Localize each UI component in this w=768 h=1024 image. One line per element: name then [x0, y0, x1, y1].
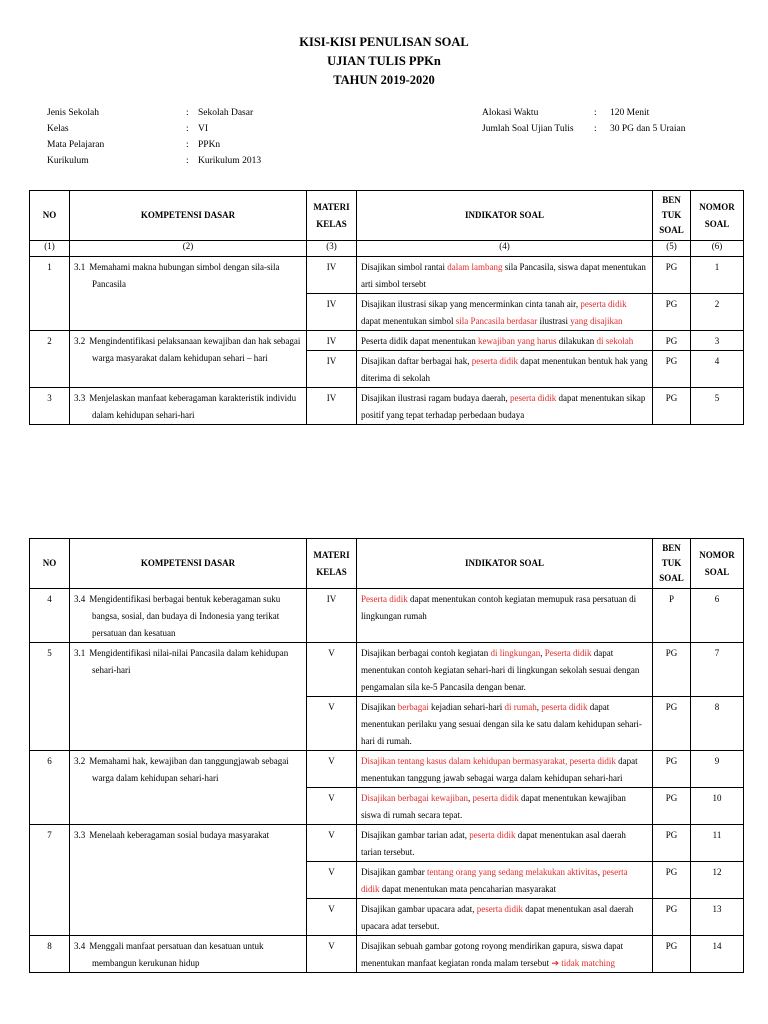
col-number: (2)	[70, 241, 307, 257]
info-right-value: 120 Menit	[610, 108, 650, 118]
kd-text: Memahami makna hubungan simbol dengan sila-sila Pancasila	[89, 262, 280, 289]
indicator-text: ,	[467, 793, 473, 803]
indicator-text: dilakukan	[556, 336, 597, 346]
table-row	[30, 751, 744, 788]
indicator-highlight: Peserta didik	[361, 594, 408, 604]
indicator-highlight: Disajikan berbagai kewajiban	[361, 793, 468, 803]
col-header-kd: KOMPETENSI DASAR	[70, 539, 307, 589]
indikator-soal	[357, 331, 653, 351]
indicator-highlight: di lingkungan	[490, 648, 541, 658]
kd-text: Mengidentifikasi berbagai bentuk keberagaman suku bangsa, sosial, dan budaya di Indonesia yang terikat persatuan dan kesatuan	[89, 594, 281, 638]
nomor-soal: 14	[691, 936, 744, 973]
document-title: KISI-KISI PENULISAN SOAL	[299, 35, 469, 49]
indicator-text: ,	[597, 867, 603, 877]
col-header-no: NO	[30, 539, 70, 589]
indicator-text: dapat menentukan sikap positif yang tepat terhadap perbedaan budaya	[361, 393, 646, 420]
indicator-text: Disajikan daftar berbagai hak,	[361, 356, 472, 366]
row-number: 1	[30, 257, 70, 331]
indikator-soal	[357, 294, 653, 331]
materi-kelas: V	[307, 643, 357, 697]
kd-number: 3.4	[74, 941, 86, 951]
info-left-label: Kelas	[47, 124, 69, 134]
col-header-bentuk: BEN TUK SOAL	[653, 191, 691, 241]
materi-kelas: V	[307, 899, 357, 936]
info-right-value: 30 PG dan 5 Uraian	[610, 124, 686, 134]
nomor-soal: 5	[691, 388, 744, 425]
bentuk-soal: PG	[653, 936, 691, 973]
nomor-soal: 10	[691, 788, 744, 825]
nomor-soal: 12	[691, 862, 744, 899]
indicator-text: sila Pancasila, siswa dapat menentukan arti simbol tersebt	[361, 262, 646, 289]
indicator-highlight: peserta didik	[509, 393, 557, 403]
indicator-highlight: berbagai	[397, 702, 429, 712]
materi-kelas: IV	[307, 294, 357, 331]
indicator-text: Disajikan gambar	[361, 867, 427, 877]
kompetensi-dasar	[70, 589, 307, 643]
indicator-highlight: kewajiban yang harus	[477, 336, 557, 346]
indicator-text: Disajikan simbol rantai	[361, 262, 448, 272]
col-header-bentuk: BEN TUK SOAL	[653, 539, 691, 589]
bentuk-soal: P	[653, 589, 691, 643]
indicator-text: dapat menentukan kewajiban siswa di rumah secara tepat.	[361, 793, 626, 820]
indicator-highlight: Peserta didik	[544, 648, 592, 658]
col-header-nomor: NOMOR SOAL	[691, 191, 744, 241]
nomor-soal: 6	[691, 589, 744, 643]
indicator-highlight: Disajikan tentang kasus dalam kehidupan bermasyarakat, peserta didik	[361, 756, 616, 766]
indikator-soal	[357, 257, 653, 294]
bentuk-soal: PG	[653, 388, 691, 425]
bentuk-soal: PG	[653, 294, 691, 331]
bentuk-soal: PG	[653, 257, 691, 294]
indikator-soal	[357, 388, 653, 425]
document-subtitle: UJIAN TULIS PPKn	[327, 54, 441, 68]
indicator-highlight: tentang orang yang sedang melakukan aktivitas	[426, 867, 598, 877]
materi-kelas: V	[307, 862, 357, 899]
table-row	[30, 331, 744, 351]
materi-kelas: V	[307, 936, 357, 973]
kompetensi-dasar	[70, 331, 307, 388]
info-right-label: Jumlah Soal Ujian Tulis	[482, 124, 574, 134]
indicator-highlight: dalam lambang	[447, 262, 503, 272]
kd-text: Menjelaskan manfaat keberagaman karakteristik individu dalam kehidupan sehari-hari	[89, 393, 297, 420]
kompetensi-dasar	[70, 751, 307, 825]
info-right-label: Alokasi Waktu	[482, 108, 539, 118]
indikator-soal	[357, 643, 653, 697]
colon: :	[594, 124, 597, 134]
indicator-text: Disajikan gambar tarian adat,	[361, 830, 470, 840]
indicator-highlight: yang disajikan	[570, 316, 623, 326]
nomor-soal: 3	[691, 331, 744, 351]
colon: :	[186, 124, 189, 134]
indicator-text: kejadian sehari-hari	[428, 702, 505, 712]
kd-number: 3.3	[74, 830, 86, 840]
bentuk-soal: PG	[653, 331, 691, 351]
table-row	[30, 825, 744, 862]
nomor-soal: 2	[691, 294, 744, 331]
indicator-text: dapat menentukan contoh kegiatan sehari-hari di lingkungan sekolah sesuai dengan pengamalan sila ke-5 Pancasila dengan benar.	[361, 648, 640, 692]
indicator-highlight: peserta didik	[476, 904, 523, 914]
indicator-text: ilustrasi	[537, 316, 571, 326]
bentuk-soal: PG	[653, 899, 691, 936]
table-row	[30, 589, 744, 643]
nomor-soal: 4	[691, 351, 744, 388]
nomor-soal: 9	[691, 751, 744, 788]
row-number: 6	[30, 751, 70, 825]
bentuk-soal: PG	[653, 351, 691, 388]
bentuk-soal: PG	[653, 788, 691, 825]
materi-kelas: V	[307, 751, 357, 788]
kd-number: 3.1	[74, 648, 86, 658]
indicator-highlight: peserta didik	[471, 356, 518, 366]
kompetensi-dasar	[70, 388, 307, 425]
indicator-highlight: peserta didik	[580, 299, 627, 309]
indicator-text: Disajikan ilustrasi sikap yang mencerminkan cinta tanah air,	[361, 299, 581, 309]
kd-number: 3.4	[74, 594, 86, 604]
indicator-highlight: peserta didik	[361, 867, 628, 894]
row-number: 8	[30, 936, 70, 973]
materi-kelas: V	[307, 825, 357, 862]
row-number: 3	[30, 388, 70, 425]
indicator-text: Disajikan sebuah gambar gotong royong mendirikan gapura, siswa dapat menentukan manfaat kegiatan ronda malam tersebut	[361, 941, 624, 968]
materi-kelas: IV	[307, 331, 357, 351]
indicator-highlight: sila Pancasila berdasar	[455, 316, 538, 326]
materi-kelas: IV	[307, 589, 357, 643]
document-year: TAHUN 2019-2020	[333, 73, 435, 87]
kd-number: 3.2	[74, 336, 86, 346]
col-header-materi: MATERI KELAS	[307, 191, 357, 241]
row-number: 4	[30, 589, 70, 643]
col-header-materi: MATERI KELAS	[307, 539, 357, 589]
col-number: (6)	[691, 241, 744, 257]
bentuk-soal: PG	[653, 643, 691, 697]
indicator-text: Disajikan berbagai contoh kegiatan	[361, 648, 491, 658]
indicator-text: Disajikan	[361, 702, 398, 712]
col-header-no: NO	[30, 191, 70, 241]
indikator-soal	[357, 589, 653, 643]
info-left-label: Jenis Sekolah	[47, 108, 99, 118]
indikator-soal	[357, 788, 653, 825]
kompetensi-dasar	[70, 936, 307, 973]
row-number: 2	[30, 331, 70, 388]
info-left-value: Kurikulum 2013	[198, 156, 262, 166]
materi-kelas: V	[307, 697, 357, 751]
table-kisi-kisi-1	[29, 190, 744, 425]
kompetensi-dasar	[70, 825, 307, 936]
info-left-label: Kurikulum	[47, 156, 89, 166]
indicator-highlight: peserta didik	[472, 793, 519, 803]
row-number: 7	[30, 825, 70, 936]
row-number: 5	[30, 643, 70, 751]
kompetensi-dasar	[70, 257, 307, 331]
table-row	[30, 388, 744, 425]
indicator-text: dapat menentukan contoh kegiatan memupuk rasa persatuan di lingkungan rumah	[361, 594, 637, 621]
col-header-nomor: NOMOR SOAL	[691, 539, 744, 589]
kd-number: 3.3	[74, 393, 86, 403]
indikator-soal	[357, 825, 653, 862]
indicator-highlight: peserta didik	[541, 702, 588, 712]
kd-text: Mengindentifikasi pelaksanaan kewajiban dan hak sebagai warga masyarakat dalam kehidupan sehari – hari	[89, 336, 301, 363]
indikator-soal	[357, 351, 653, 388]
kd-text: Mengidentifikasi nilai-nilai Pancasila dalam kehidupan sehari-hari	[89, 648, 289, 675]
bentuk-soal: PG	[653, 862, 691, 899]
indicator-text: dapat menentukan perilaku yang sesuai dengan sila ke satu dalam kehidupan sehari- hari di rumah.	[361, 702, 642, 746]
indikator-soal	[357, 862, 653, 899]
nomor-soal: 7	[691, 643, 744, 697]
indicator-highlight: di sekolah	[596, 336, 634, 346]
kd-text: Menelaah keberagaman sosial budaya masyarakat	[89, 830, 270, 840]
col-number: (5)	[653, 241, 691, 257]
bentuk-soal: PG	[653, 825, 691, 862]
table-row	[30, 257, 744, 294]
indicator-text: dapat menentukan bentuk hak yang diterima di sekolah	[361, 356, 648, 383]
indicator-text: dapat menentukan asal daerah upacara adat tersebut.	[361, 904, 634, 931]
indicator-text: dapat menentukan asal daerah tarian tersebut.	[361, 830, 626, 857]
materi-kelas: IV	[307, 351, 357, 388]
materi-kelas: IV	[307, 388, 357, 425]
colon: :	[186, 156, 189, 166]
col-header-indikator: INDIKATOR SOAL	[357, 191, 653, 241]
kd-text: Memahami hak, kewajiban dan tanggungjawab sebagai warga dalam kehidupan sehari-hari	[89, 756, 289, 783]
indicator-text: dapat menentukan tanggung jawab sebagai warga dalam kehidupan sehari-hari	[361, 756, 638, 783]
bentuk-soal: PG	[653, 751, 691, 788]
table-kisi-kisi-2	[29, 538, 744, 973]
indicator-text: ,	[540, 648, 545, 658]
indicator-text: Disajikan ilustrasi ragam budaya daerah,	[361, 393, 510, 403]
indikator-soal	[357, 899, 653, 936]
col-header-indikator: INDIKATOR SOAL	[357, 539, 653, 589]
indicator-text: dapat menentukan simbol	[361, 316, 456, 326]
colon: :	[594, 108, 597, 118]
col-header-kd: KOMPETENSI DASAR	[70, 191, 307, 241]
nomor-soal: 1	[691, 257, 744, 294]
col-number: (3)	[307, 241, 357, 257]
info-left-value: VI	[198, 124, 209, 134]
nomor-soal: 11	[691, 825, 744, 862]
indicator-text: Disajikan gambar upacara adat,	[361, 904, 477, 914]
colon: :	[186, 140, 189, 150]
colon: :	[186, 108, 189, 118]
kd-text: Menggali manfaat persatuan dan kesatuan untuk membangun kerukunan hidup	[89, 941, 264, 968]
indikator-soal	[357, 697, 653, 751]
nomor-soal: 8	[691, 697, 744, 751]
indicator-highlight: di rumah	[504, 702, 537, 712]
materi-kelas: IV	[307, 257, 357, 294]
kompetensi-dasar	[70, 643, 307, 751]
col-number: (1)	[30, 241, 70, 257]
table-row	[30, 643, 744, 697]
kd-number: 3.2	[74, 756, 86, 766]
indicator-highlight: ➔ tidak matching	[551, 958, 615, 968]
indicator-text: dapat menentukan mata pencaharian masyarakat	[379, 884, 557, 894]
indikator-soal	[357, 936, 653, 973]
kd-number: 3.1	[74, 262, 86, 272]
indicator-text: Peserta didik dapat menentukan	[361, 336, 478, 346]
materi-kelas: V	[307, 788, 357, 825]
nomor-soal: 13	[691, 899, 744, 936]
info-left-value: PPKn	[198, 140, 221, 150]
table-row	[30, 936, 744, 973]
info-left-label: Mata Pelajaran	[47, 140, 105, 150]
indikator-soal	[357, 751, 653, 788]
indicator-highlight: peserta didik	[469, 830, 516, 840]
col-number: (4)	[357, 241, 653, 257]
indicator-text: ,	[536, 702, 542, 712]
info-left-value: Sekolah Dasar	[198, 108, 254, 118]
bentuk-soal: PG	[653, 697, 691, 751]
